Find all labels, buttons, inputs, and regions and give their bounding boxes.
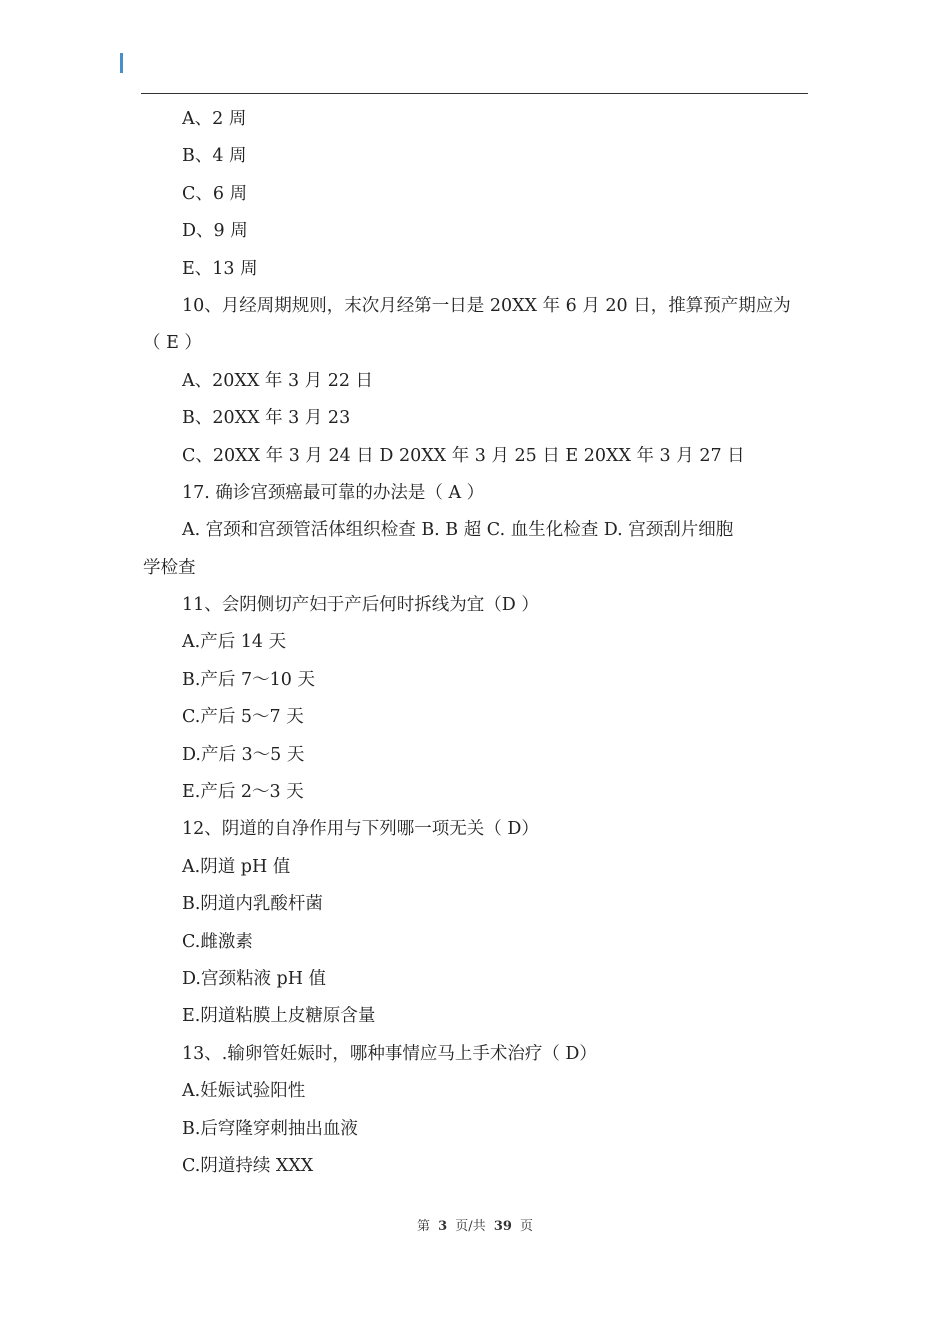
footer-middle: 页/共 — [455, 1219, 486, 1234]
text-line: D、9 周 — [182, 221, 248, 242]
text-line: C.产后 5～7 天 — [182, 707, 304, 728]
text-line: 10、月经周期规则，末次月经第一日是 20XX 年 6 月 20 日，推算预产期应为 — [182, 295, 791, 316]
text-line: B、4 周 — [182, 146, 247, 167]
text-line: A. 宫颈和宫颈管活体组织检查 B. B 超 C. 血生化检查 D. 宫颈刮片细胞 — [182, 520, 734, 541]
text-line: A、2 周 — [182, 109, 247, 129]
header-divider — [141, 93, 808, 94]
text-line: 13、.输卵管妊娠时，哪种事情应马上手术治疗（ D） — [182, 1043, 597, 1064]
text-line: C.阴道持续 XXX — [182, 1155, 314, 1176]
text-line: B.阴道内乳酸杆菌 — [182, 894, 323, 915]
document-body — [143, 101, 806, 1185]
text-line: B.产后 7～10 天 — [182, 669, 315, 690]
text-line: A、20XX 年 3 月 22 日 — [182, 370, 374, 391]
text-line: A.妊娠试验阳性 — [182, 1081, 306, 1102]
page-footer — [0, 1215, 950, 1234]
text-line: 11、会阴侧切产妇于产后何时拆线为宜（D ） — [182, 595, 539, 616]
text-line: （ E ） — [143, 333, 202, 354]
text-line: C.雌激素 — [182, 931, 253, 952]
text-line: D.宫颈粘液 pH 值 — [182, 968, 327, 989]
text-line: C、6 周 — [182, 183, 248, 204]
total-pages-number: 39 — [493, 1219, 512, 1234]
text-line: A.阴道 pH 值 — [182, 856, 291, 877]
text-line: A.产后 14 天 — [182, 632, 287, 653]
header-accent-bar — [120, 53, 123, 73]
text-line: 学检查 — [143, 557, 196, 578]
current-page-number: 3 — [438, 1219, 448, 1234]
text-line: C、20XX 年 3 月 24 日 D 20XX 年 3 月 25 日 E 20XX 年 3 月 27 日 — [182, 445, 745, 466]
text-line: E.产后 2～3 天 — [182, 782, 304, 803]
text-line: 17. 确诊宫颈癌最可靠的办法是（ A ） — [182, 482, 485, 503]
footer-prefix: 第 — [416, 1219, 430, 1234]
text-line: 12、阴道的自净作用与下列哪一项无关（ D） — [182, 819, 539, 840]
text-line: B、20XX 年 3 月 23 — [182, 408, 351, 429]
footer-suffix: 页 — [520, 1219, 534, 1234]
text-line: E.阴道粘膜上皮糖原含量 — [182, 1006, 376, 1027]
text-line: E、13 周 — [182, 258, 258, 279]
text-line: B.后穹隆穿刺抽出血液 — [182, 1118, 358, 1139]
text-line: D.产后 3～5 天 — [182, 744, 305, 765]
